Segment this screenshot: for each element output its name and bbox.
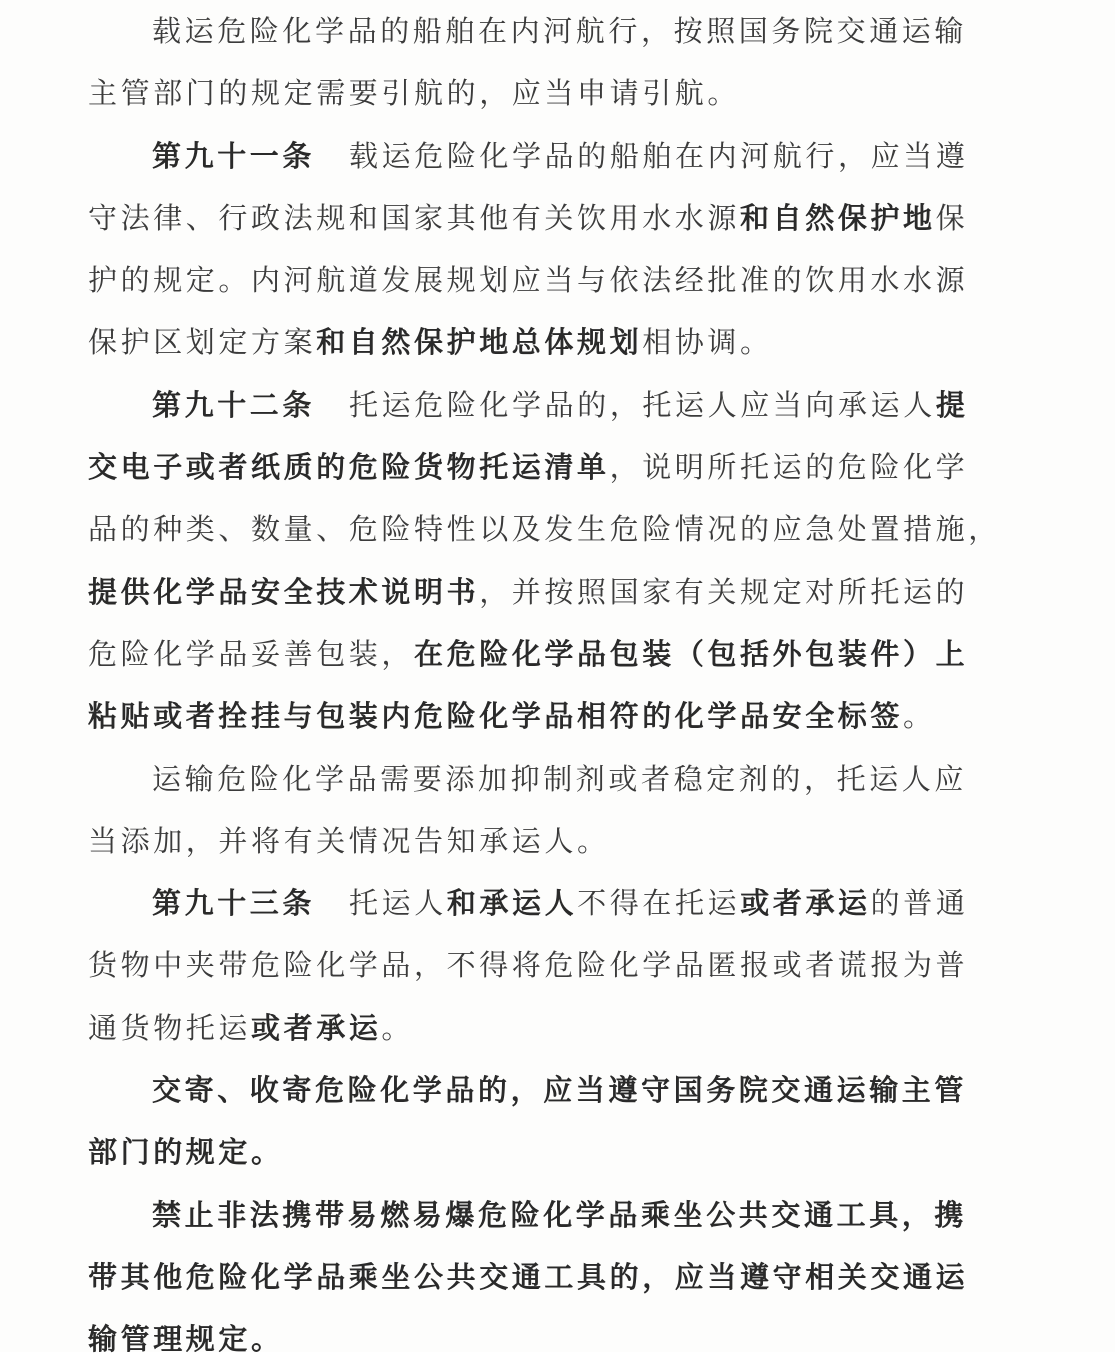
bold-amendment: 交寄、收寄危险化学品的，应当遵守国务院交通运输主管 [152,1073,968,1108]
text-span: 护的规定。内河航道发展规划应当与依法经批准的饮用水水源 [88,263,969,298]
text-span: 。 [381,1010,415,1045]
text-span: 品的种类、数量、危险特性以及发生危险情况的应急处置措施， [88,512,1001,547]
article-number: 第九十三条 [152,886,316,921]
article-number: 第九十一条 [152,138,316,173]
text-line-16 [88,934,988,996]
text-span: ，并按照国家有关规定对所托运的 [479,574,969,609]
text-span: 守法律、行政法规和国家其他有关饮用水水源 [88,200,741,235]
bold-amendment: 和承运人 [446,886,578,921]
text-line-14 [88,810,988,872]
article-93-heading [88,872,988,934]
text-span: 。 [903,699,936,734]
text-line-19 [88,1121,988,1183]
text-line-21 [88,1246,988,1308]
text-line-5 [88,249,988,311]
text-span: 托运危险化学品的，托运人应当向承运人 [349,387,936,422]
article-91-heading [88,125,988,187]
text-line-8 [88,436,988,498]
bold-amendment: 禁止非法携带易燃易爆危险化学品乘坐公共交通工具，携 [152,1197,968,1232]
text-span: 载运危险化学品的船舶在内河航行，按照国务院交通运输 [152,14,968,48]
text-line-6 [88,311,988,373]
text-line-4 [88,187,988,249]
bold-amendment: 输管理规定。 [88,1322,284,1357]
bold-amendment: 在危险化学品包装（包括外包装件）上 [414,636,969,671]
document-body [88,0,1001,1371]
text-span: 的普通 [870,886,969,921]
bold-amendment: 或者承运 [251,1010,382,1045]
bold-amendment: 提 [935,387,969,422]
text-span: 运输危险化学品需要添加抑制剂或者稳定剂的，托运人应 [152,761,968,796]
text-line-11 [88,623,988,685]
text-line-17 [88,997,988,1059]
bold-amendment: 部门的规定。 [88,1135,284,1170]
text-span: 货物中夹带危险化学品，不得将危险化学品匿报或者谎报为普 [88,948,969,983]
text-span: 托运人 [349,886,447,921]
bold-amendment: 和自然保护地总体规划 [316,325,643,360]
text-span: 相协调。 [642,325,773,360]
text-line-9 [88,498,1001,560]
bold-amendment: 粘贴或者拴挂与包装内危险化学品相符的化学品安全标签 [88,699,904,734]
text-span: 当添加，并将有关情况告知承运人。 [88,823,610,858]
bold-amendment: 和自然保护地 [740,200,936,235]
article-92-heading [88,374,988,436]
text-line-13 [88,748,988,810]
text-line-20 [88,1184,988,1246]
text-line-1 [88,0,988,62]
text-span: ，说明所托运的危险化学 [609,450,969,485]
text-span: 主管部门的规定需要引航的，应当申请引航。 [88,76,741,111]
article-number: 第九十二条 [152,387,316,422]
text-span: 通货物托运 [88,1010,252,1045]
text-line-12 [88,685,988,747]
text-line-2 [88,62,988,124]
bold-amendment: 交电子或者纸质的危险货物托运清单 [88,450,610,485]
text-span: 危险化学品妥善包装， [88,636,415,671]
bold-amendment: 或者承运 [740,886,871,921]
bold-amendment: 带其他危险化学品乘坐公共交通工具的，应当遵守相关交通运 [88,1259,969,1294]
text-span: 保护区划定方案 [88,325,317,360]
text-span: 载运危险化学品的船舶在内河航行，应当遵 [349,138,969,173]
text-line-18 [88,1059,988,1121]
text-span: 保 [935,200,969,235]
text-line-10 [88,561,988,623]
text-span: 不得在托运 [577,886,741,921]
text-line-22 [88,1308,988,1370]
bold-amendment: 提供化学品安全技术说明书 [88,574,480,609]
